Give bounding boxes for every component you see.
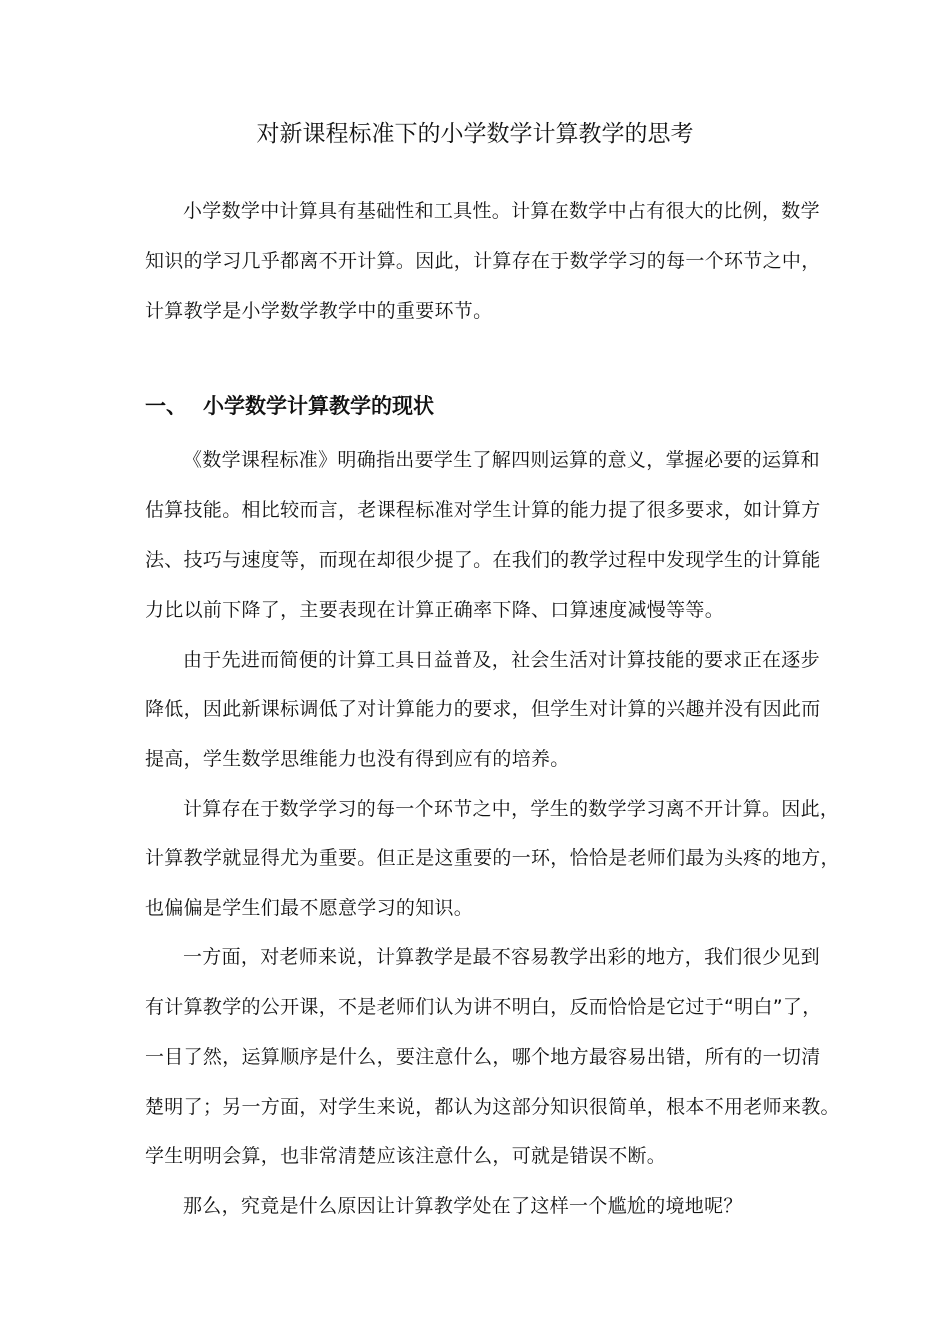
section-number: 一、 (145, 394, 187, 418)
paragraph-3-line-2: 计算教学就显得尤为重要。但正是这重要的一环，恰恰是老师们最为头疼的地方， (145, 847, 840, 869)
paragraph-2-line-3: 提高，学生数学思维能力也没有得到应有的培养。 (145, 748, 570, 770)
paragraph-2-line-2: 降低，因此新课标调低了对计算能力的要求，但学生对计算的兴趣并没有因此而 (145, 698, 821, 720)
intro-line-1: 小学数学中计算具有基础性和工具性。计算在数学中占有很大的比例，数学 (183, 200, 820, 222)
paragraph-2-line-1: 由于先进而简便的计算工具日益普及，社会生活对计算技能的要求正在逐步 (183, 649, 820, 671)
paragraph-3-line-1: 计算存在于数学学习的每一个环节之中，学生的数学学习离不开计算。因此， (183, 798, 840, 820)
paragraph-4-line-5: 学生明明会算，也非常清楚应该注意什么，可就是错误不断。 (145, 1145, 667, 1167)
intro-line-3: 计算教学是小学数学教学中的重要环节。 (145, 300, 493, 322)
paragraph-1-line-4: 力比以前下降了，主要表现在计算正确率下降、口算速度减慢等等。 (145, 599, 725, 621)
paragraph-1-line-2: 估算技能。相比较而言，老课程标准对学生计算的能力提了很多要求，如计算方 (145, 499, 821, 521)
paragraph-1-line-3: 法、技巧与速度等，而现在却很少提了。在我们的教学过程中发现学生的计算能 (145, 549, 821, 571)
section-heading (145, 386, 434, 426)
document-title: 对新课程标准下的小学数学计算教学的思考 (256, 121, 694, 147)
paragraph-4-line-1: 一方面，对老师来说，计算教学是最不容易教学出彩的地方，我们很少见到 (183, 946, 820, 968)
paragraph-3-line-3: 也偏偏是学生们最不愿意学习的知识。 (145, 897, 474, 919)
paragraph-4-line-3: 一目了然，运算顺序是什么，要注意什么，哪个地方最容易出错，所有的一切清 (145, 1046, 821, 1068)
paragraph-4-line-2: 有计算教学的公开课，不是老师们认为讲不明白，反而恰恰是它过于“明白”了， (145, 996, 822, 1018)
intro-line-2: 知识的学习几乎都离不开计算。因此，计算存在于数学学习的每一个环节之中， (145, 250, 821, 272)
paragraph-1-line-1: 《数学课程标准》明确指出要学生了解四则运算的意义，掌握必要的运算和 (183, 449, 820, 471)
section-title: 小学数学计算教学的现状 (203, 394, 434, 418)
paragraph-4-line-4: 楚明了；另一方面，对学生来说，都认为这部分知识很简单，根本不用老师来教。 (145, 1096, 840, 1118)
paragraph-5-line-1: 那么，究竟是什么原因让计算教学处在了这样一个尴尬的境地呢？ (183, 1195, 743, 1217)
